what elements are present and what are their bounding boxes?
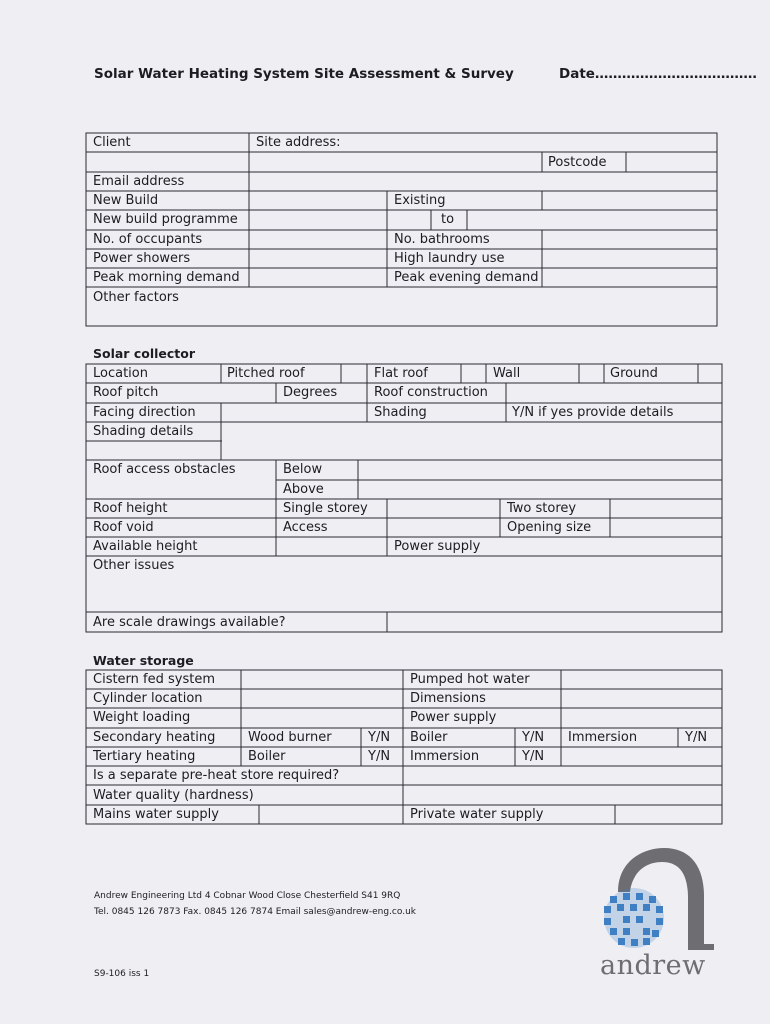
label-roof-pitch: Roof pitch — [93, 385, 159, 400]
label-secondary-boiler: Boiler — [410, 730, 448, 745]
label-new-build: New Build — [93, 193, 159, 208]
logo-wordmark: andrew — [600, 950, 706, 981]
section-water-storage: Water storage — [93, 653, 194, 668]
label-storage-power-supply: Power supply — [410, 710, 497, 725]
label-other-factors: Other factors — [93, 290, 179, 305]
label-available-height: Available height — [93, 539, 198, 554]
footer-doc-ref: S9-106 iss 1 — [94, 969, 150, 979]
label-secondary-immersion: Immersion — [568, 730, 638, 745]
label-two-storey: Two storey — [507, 501, 577, 516]
label-opening-size: Opening size — [507, 520, 592, 535]
label-degrees: Degrees — [283, 385, 338, 400]
date-field[interactable]: Date……………………………… — [559, 66, 757, 82]
label-wood-burner: Wood burner — [248, 730, 332, 745]
label-yn-tertiary-immersion: Y/N — [522, 749, 545, 764]
label-shading-details: Shading details — [93, 424, 194, 439]
label-shading: Shading — [374, 405, 427, 420]
label-yn-secondary-immersion: Y/N — [685, 730, 708, 745]
label-single-storey: Single storey — [283, 501, 368, 516]
label-client: Client — [93, 135, 131, 150]
label-mains-water: Mains water supply — [93, 807, 219, 822]
label-location: Location — [93, 366, 148, 381]
label-power-showers: Power showers — [93, 251, 191, 266]
label-secondary-heating: Secondary heating — [93, 730, 216, 745]
label-cistern-fed: Cistern fed system — [93, 672, 216, 687]
label-yn-wood-burner: Y/N — [368, 730, 391, 745]
label-pitched-roof: Pitched roof — [227, 366, 305, 381]
label-new-build-programme: New build programme — [93, 212, 238, 227]
label-high-laundry: High laundry use — [394, 251, 505, 266]
label-ground: Ground — [610, 366, 658, 381]
label-roof-access-obstacles: Roof access obstacles — [93, 462, 236, 477]
label-access: Access — [283, 520, 328, 535]
label-roof-height: Roof height — [93, 501, 168, 516]
label-scale-drawings: Are scale drawings available? — [93, 615, 286, 630]
label-cylinder-location: Cylinder location — [93, 691, 203, 706]
label-power-supply: Power supply — [394, 539, 481, 554]
label-pumped-hot-water: Pumped hot water — [410, 672, 530, 687]
label-peak-evening: Peak evening demand — [394, 270, 539, 285]
label-to: to — [441, 212, 455, 227]
label-preheat-store: Is a separate pre-heat store required? — [93, 768, 340, 783]
label-private-water: Private water supply — [410, 807, 544, 822]
label-yn-tertiary-boiler: Y/N — [368, 749, 391, 764]
label-below: Below — [283, 462, 323, 477]
label-existing: Existing — [394, 193, 446, 208]
label-roof-construction: Roof construction — [374, 385, 488, 400]
label-tertiary-boiler: Boiler — [248, 749, 286, 764]
label-flat-roof: Flat roof — [374, 366, 428, 381]
label-site-address: Site address: — [256, 135, 341, 150]
label-tertiary-heating: Tertiary heating — [93, 749, 196, 764]
form-title: Solar Water Heating System Site Assessment & Survey — [94, 66, 514, 82]
label-shading-yn: Y/N if yes provide details — [512, 405, 674, 420]
label-wall: Wall — [493, 366, 521, 381]
label-email-address: Email address — [93, 174, 185, 189]
label-postcode: Postcode — [548, 155, 607, 170]
label-yn-secondary-boiler: Y/N — [522, 730, 545, 745]
label-above: Above — [283, 482, 324, 497]
label-other-issues: Other issues — [93, 558, 175, 573]
label-water-quality: Water quality (hardness) — [93, 788, 254, 803]
label-dimensions: Dimensions — [410, 691, 486, 706]
label-weight-loading: Weight loading — [93, 710, 191, 725]
footer-contact: Tel. 0845 126 7873 Fax. 0845 126 7874 Email sales@andrew-eng.co.uk — [94, 907, 417, 917]
label-bathrooms: No. bathrooms — [394, 232, 490, 247]
section-solar-collector: Solar collector — [93, 346, 196, 361]
label-facing-direction: Facing direction — [93, 405, 196, 420]
label-roof-void: Roof void — [93, 520, 154, 535]
label-occupants: No. of occupants — [93, 232, 203, 247]
label-tertiary-immersion: Immersion — [410, 749, 480, 764]
footer-address: Andrew Engineering Ltd 4 Cobnar Wood Close Chesterfield S41 9RQ — [94, 891, 401, 901]
label-peak-morning: Peak morning demand — [93, 270, 240, 285]
